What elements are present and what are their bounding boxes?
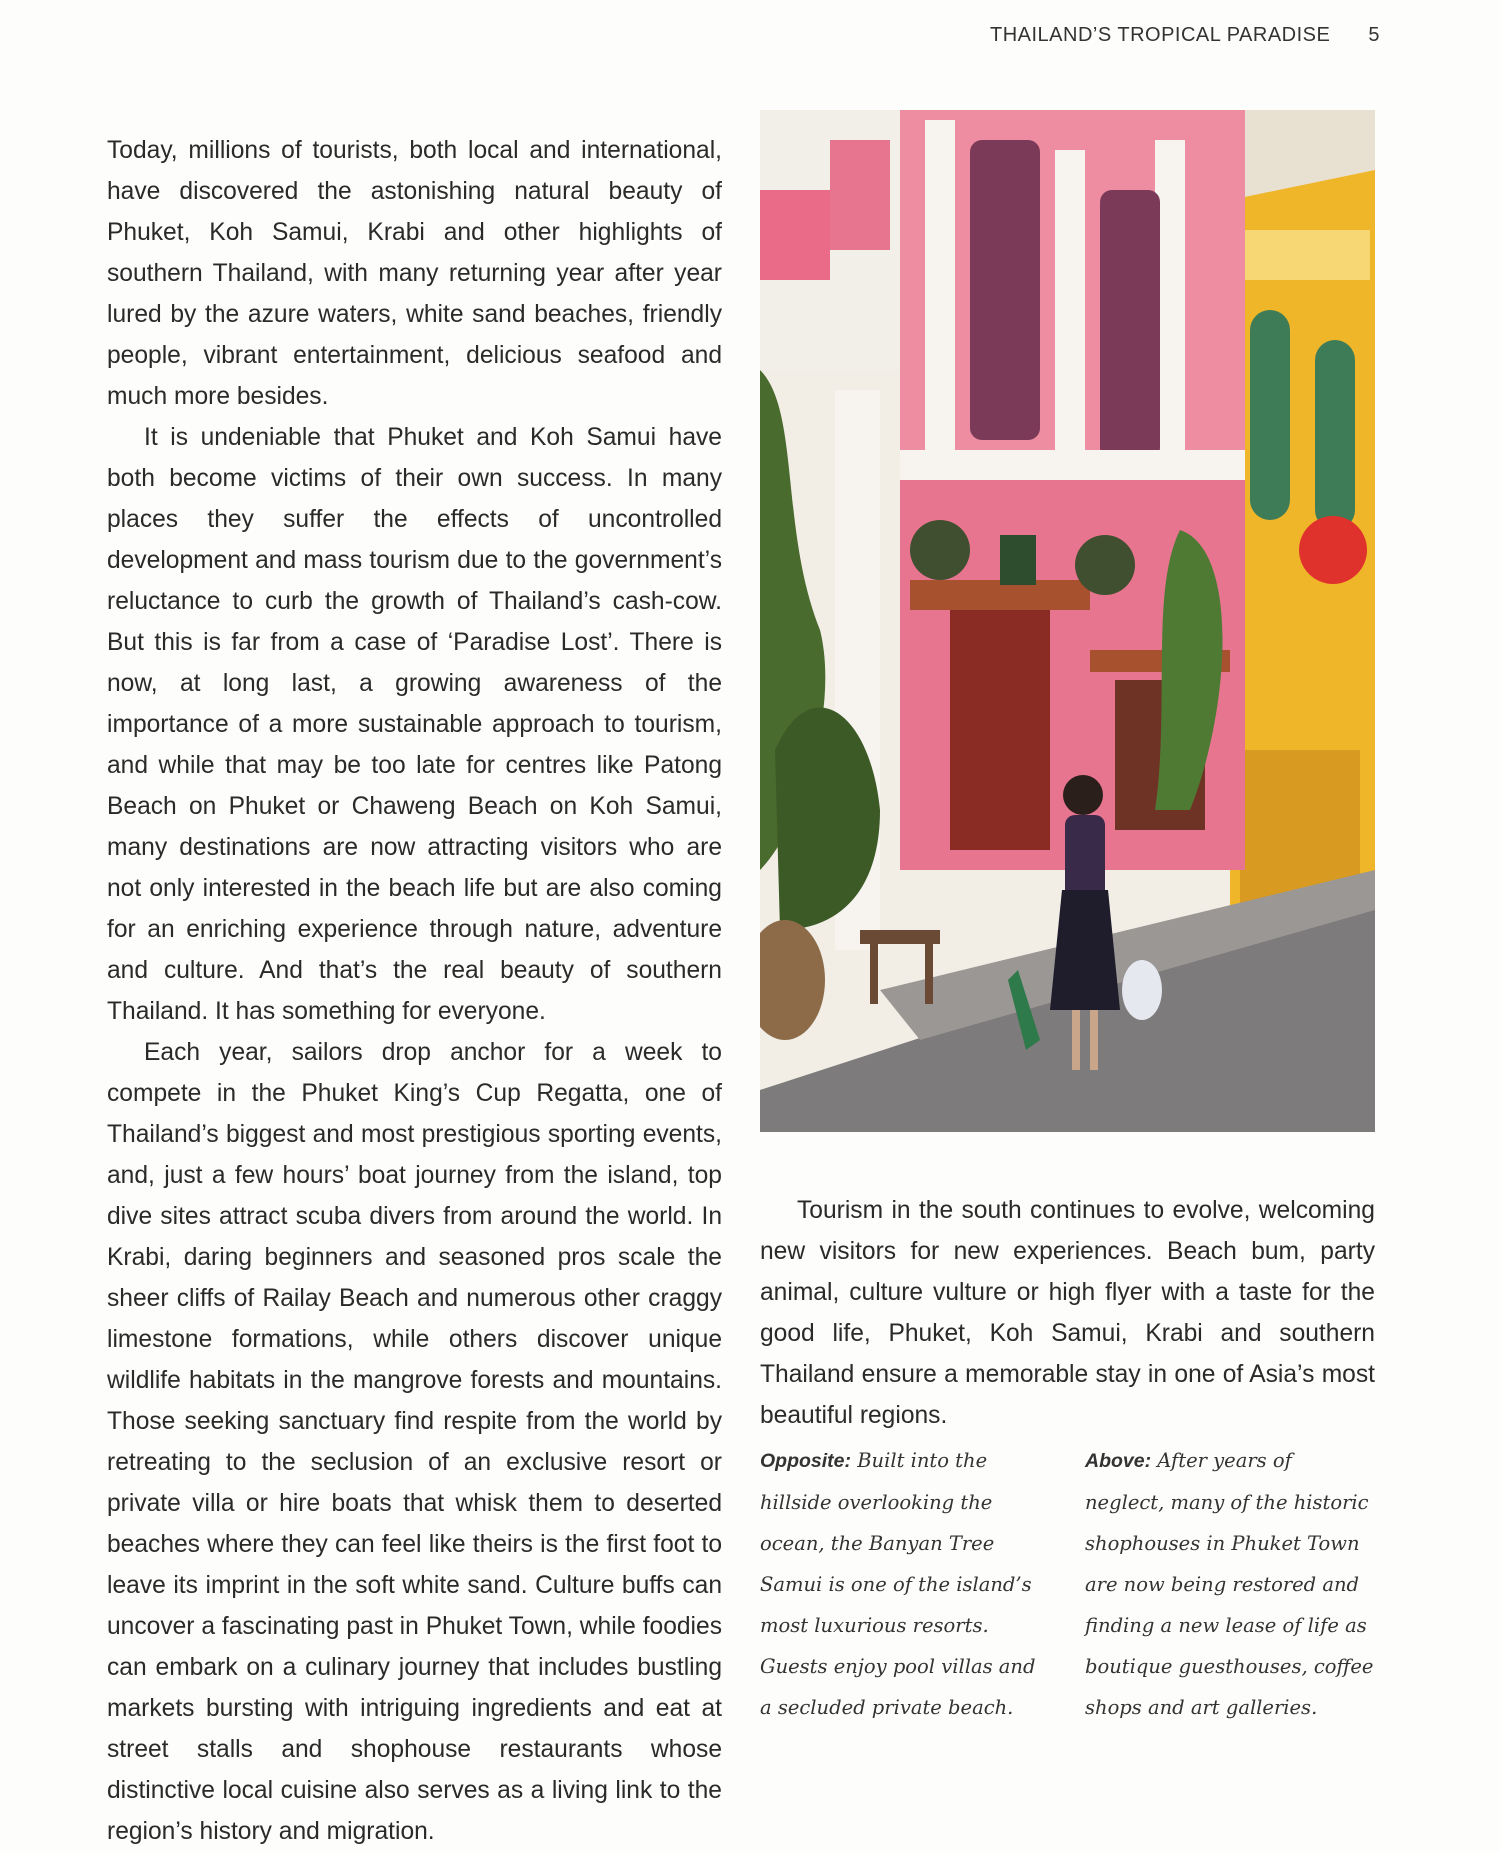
caption-lead: Above: <box>1085 1450 1152 1472</box>
running-head <box>990 24 1380 47</box>
body-paragraph: Each year, sailors drop anchor for a week to compete in the Phuket King’s Cup Regatta, one of Thailand’s biggest and most prestigious sporting events, and, just a few hours’ boat journey from the island, top dive sites attract scuba divers from around the world. In Krabi, daring beginners and seasoned pros scale the sheer cliffs of Railay Beach and numerous other craggy limestone formations, while others discover unique wildlife habitats in the mangrove forests and mountains. Those seeking sanctuary find respite from the world by retreating to the seclusion of an exclusive resort or private villa or hire boats that whisk them to deserted beaches where they can feel like theirs is the first foot to leave its imprint in the soft white sand. Culture buffs can uncover a fascinating past in Phuket Town, while foodies can embark on a culinary journey that includes bustling markets bursting with intriguing ingredients and eat at street stalls and shophouse restaurants whose distinctive local cuisine also serves as a living link to the region’s history and migration. <box>107 1039 722 1845</box>
caption-opposite <box>760 1440 1050 1728</box>
body-paragraph: Today, millions of tourists, both local and international, have discovered the astonishing natural beauty of Phuket, Koh Samui, Krabi and other highlights of southern Thailand, with many returning year after year lured by the azure waters, white sand beaches, friendly people, vibrant entertainment, delicious seafood and much more besides. <box>107 137 722 410</box>
caption-text: After years of neglect, many of the historic shophouses in Phuket Town are now being restored and finding a new lease of life as boutique guesthouses, coffee shops and art galleries. <box>1085 1449 1374 1719</box>
shophouse-illustration <box>760 110 1375 1132</box>
right-text-column <box>760 1190 1375 1436</box>
body-paragraph: Tourism in the south continues to evolve, welcoming new visitors for new experiences. Beach bum, party animal, culture vulture or high flyer with a taste for the good life, Phuket, Koh Samui, Krabi and southern Thailand ensure a memorable stay in one of Asia’s most beautiful regions. <box>760 1197 1375 1429</box>
left-text-column <box>107 130 722 1852</box>
running-title: THAILAND’S TROPICAL PARADISE <box>989 24 1331 46</box>
caption-above <box>1085 1440 1375 1728</box>
body-paragraph: It is undeniable that Phuket and Koh Samui have both become victims of their own success. In many places they suffer the effects of uncontrolled development and mass tourism due to the government’s reluctance to curb the growth of Thailand’s cash-cow. But this is far from a case of ‘Paradise Lost’. There is now, at long last, a growing awareness of the importance of a more sustainable approach to tourism, and while that may be too late for centres like Patong Beach on Phuket or Chaweng Beach on Koh Samui, many destinations are now attracting visitors who are not only interested in the beach life but are also coming for an enriching experience through nature, adventure and culture. And that’s the real beauty of southern Thailand. It has something for everyone. <box>107 424 722 1025</box>
caption-lead: Opposite: <box>760 1450 851 1472</box>
shophouse-photo <box>760 110 1375 1132</box>
page-number: 5 <box>1368 24 1380 46</box>
caption-text: Built into the hillside overlooking the ocean, the Banyan Tree Samui is one of the island’s most luxurious resorts. Guests enjoy pool villas and a secluded private beach. <box>760 1449 1036 1719</box>
